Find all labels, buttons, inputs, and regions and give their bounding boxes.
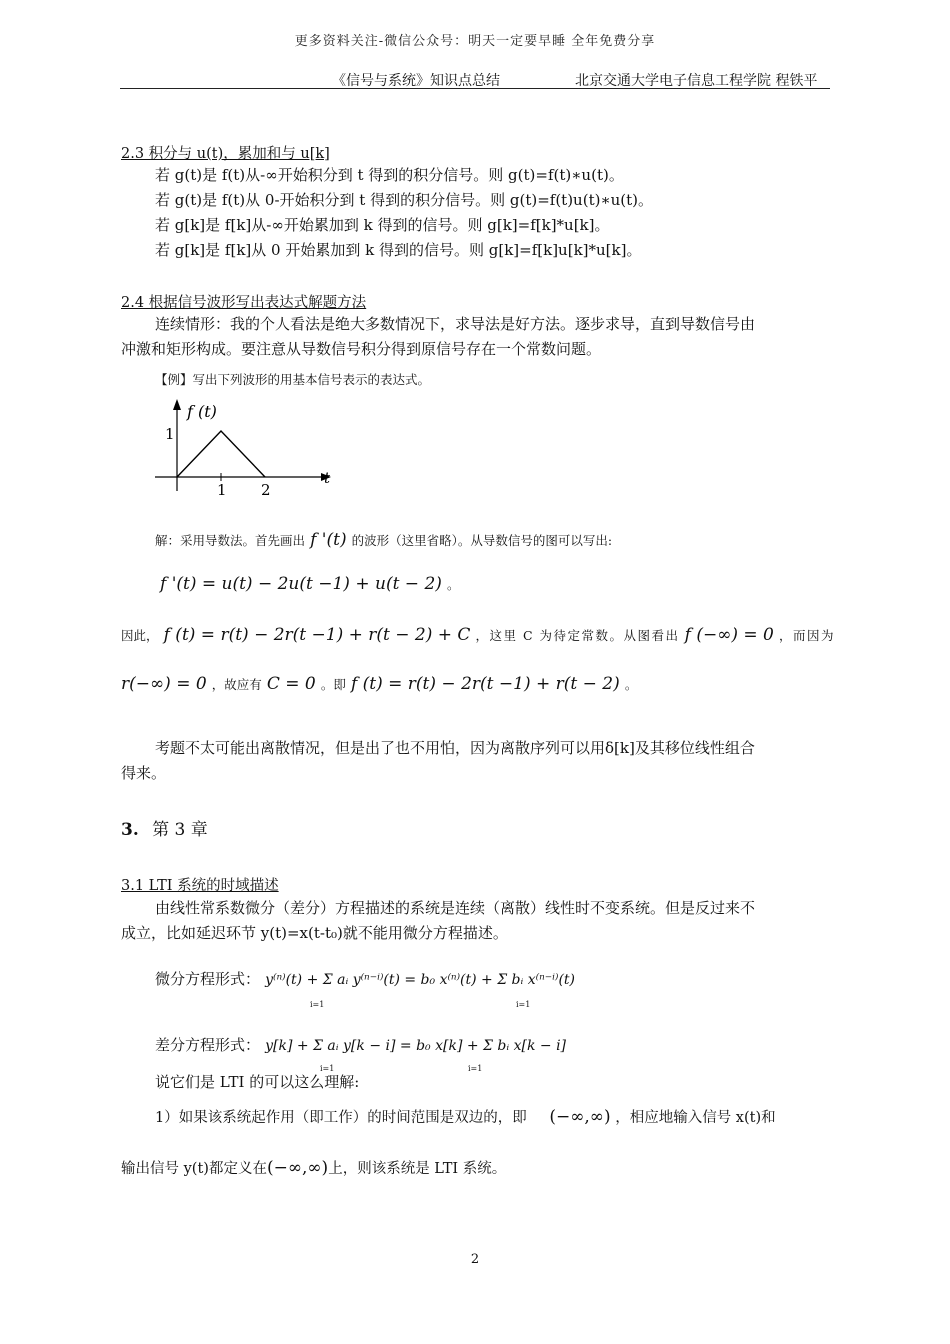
eq3-b: C = 0 [266,674,316,694]
s24-para1-line1: 连续情形：我的个人看法是绝大多数情况下，求导法是好方法。逐步求导，直到导数信号由 [155,315,756,333]
difference-equation [155,1033,566,1058]
eq2-math: f (t) = r(t) − 2r(t −1) + r(t − 2) + C [163,625,471,645]
x-tick-label-1: 1 [217,481,227,499]
eq2-cond: f (−∞) = 0 [684,625,774,645]
lti-explain: 说它们是 LTI 的可以这么理解: [155,1073,360,1091]
eq3-mid: ，故应有 [211,677,262,692]
s31-line-2: 成立，比如延迟环节 y(t)=x(t-t₀)就不能用微分方程描述。 [121,924,508,942]
eq1-end: 。 [447,577,460,592]
s23-line-2: 若 g(t)是 f(t)从 0-开始积分到 t 得到的积分信号。则 g(t)=f(t)u(t)∗u(t)。 [155,191,654,209]
section-2-3-title: 2.3 积分与 u(t)，累加和与 u[k] [121,146,330,162]
diffr-label: 差分方程形式： [155,1036,261,1054]
diff-label: 微分方程形式： [155,970,261,988]
section-3-1-title: 3.1 LTI 系统的时域描述 [121,878,279,894]
item1-interval-2: (−∞,∞) [266,1158,329,1178]
diffr-sum-lim-1: i=1 [320,1064,335,1073]
triangle-waveform [177,431,265,477]
header-author: 北京交通大学电子信息工程学院 程铁平 [575,73,818,89]
diff-sum-lim-2: i=1 [516,1000,531,1009]
s24-para2-line1: 考题不太可能出离散情况，但是出了也不用怕，因为离散序列可以用δ[k]及其移位线性组合 [155,739,755,757]
header-rule [120,88,830,89]
item-1-line-1 [155,1106,776,1127]
chapter-title: 第 3 章 [152,820,208,840]
x-tick-label-2: 2 [261,481,271,499]
item-1-line-2 [121,1157,506,1178]
solution-suffix: 的波形（这里省略）。从导数信号的图可以写出: [351,533,613,548]
section-2-4-title: 2.4 根据信号波形写出表达式解题方法 [121,295,367,311]
eq3-ji: 。即 [320,677,346,692]
equation-integral-line [121,625,835,645]
s31-line-1: 由线性常系数微分（差分）方程描述的系统是连续（离散）线性时不变系统。但是反过来不 [155,899,756,917]
waveform-graph [145,395,345,505]
chapter-heading [121,815,208,840]
chapter-number: 3. [121,820,139,840]
x-axis-label: t [324,469,331,487]
solution-math: f '(t) [310,530,347,550]
item1-text-b: ，相应地输入信号 x(t)和 [615,1110,776,1126]
eq3-end: 。 [624,677,638,692]
eq1-math: f '(t) = u(t) − 2u(t −1) + u(t − 2) [160,574,442,594]
item1-text-c: 输出信号 y(t)都定义在 [121,1161,267,1177]
item1-interval: (−∞,∞) [549,1107,611,1127]
equation-derivative [160,574,460,594]
y-tick-label: 1 [165,425,175,443]
s23-line-3: 若 g[k]是 f[k]从-∞开始累加到 k 得到的信号。则 g[k]=f[k]*u[k]。 [155,216,610,234]
header-title: 《信号与系统》知识点总结 [332,73,500,89]
s23-line-1: 若 g(t)是 f(t)从-∞开始积分到 t 得到的积分信号。则 g(t)=f(t)∗u(t)。 [155,166,624,184]
item1-text-a: 1）如果该系统起作用（即工作）的时间范围是双边的，即 [155,1110,527,1126]
eq2-tail: ，而因为 [778,628,835,643]
y-axis-arrow [173,399,181,410]
differential-equation [155,967,575,992]
diff-sum-lim-1: i=1 [310,1000,325,1009]
eq2-mid: ，这里 C 为待定常数。从图看出 [475,628,680,643]
top-banner: 更多资料关注-微信公众号：明天一定要早睡 全年免费分享 [294,34,656,49]
item1-text-d: 上，则该系统是 LTI 系统。 [328,1161,507,1177]
example-prompt: 【例】写出下列波形的用基本信号表示的表达式。 [155,372,431,387]
y-axis-label: f (t) [187,402,217,421]
s23-line-4: 若 g[k]是 f[k]从 0 开始累加到 k 得到的信号。则 g[k]=f[k]u[k]*u[k]。 [155,241,642,259]
diffr-sum-lim-2: i=1 [468,1064,483,1073]
page-number: 2 [470,1252,480,1267]
s24-para2-line2: 得来。 [121,764,167,782]
eq3-a: r(−∞) = 0 [121,674,207,694]
eq3-c: f (t) = r(t) − 2r(t −1) + r(t − 2) [350,674,620,694]
therefore-text: 因此， [121,628,159,643]
diffr-eq-math: y[k] + Σ aᵢ y[k − i] = b₀ x[k] + Σ bᵢ x[k − i] [265,1038,567,1054]
diff-eq-math: y⁽ⁿ⁾(t) + Σ aᵢ y⁽ⁿ⁻ⁱ⁾(t) = b₀ x⁽ⁿ⁾(t) + Σ bᵢ x⁽ⁿ⁻ⁱ⁾(t) [265,972,575,988]
s24-para1-line2: 冲激和矩形构成。要注意从导数信号积分得到原信号存在一个常数问题。 [121,340,602,358]
solution-prefix: 解：采用导数法。首先画出 [155,533,306,548]
equation-final-line [121,674,637,694]
solution-line [155,530,612,550]
